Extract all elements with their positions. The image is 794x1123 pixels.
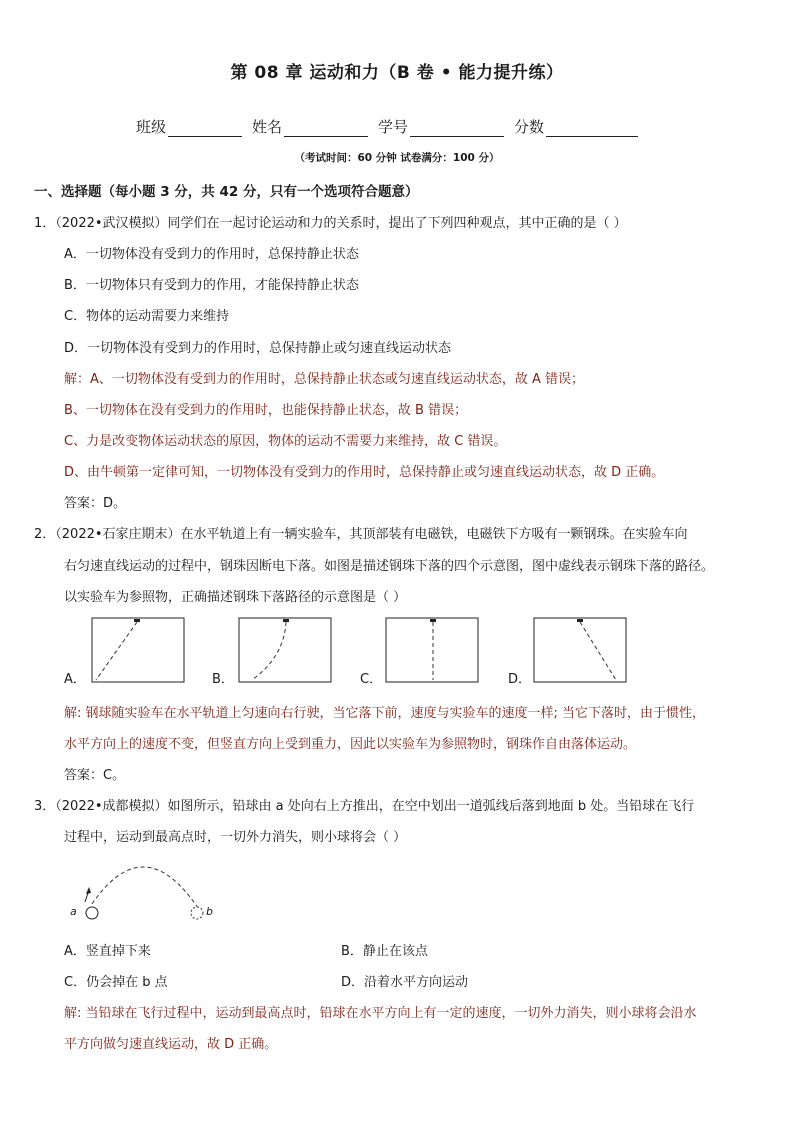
q3-option-d: D．沿着水平方向运动 [341,975,469,990]
q2-figure-a-path [96,622,137,680]
q3-stem-2: 过程中，运动到最高点时，一切外力消失，则小球将会（ ） [64,830,407,845]
q2-figure-c-magnet [430,619,436,622]
q3-solution-2: 平方向做匀速直线运动，故 D 正确。 [64,1037,278,1052]
q2-figure-a-magnet [134,619,140,622]
q1-solution-2: B、一切物体在没有受到力的作用时，也能保持静止状态，故 B 错误； [64,403,468,418]
q2-figure-d-box [534,618,626,682]
q3-option-a: A．竖直掉下来 [64,944,151,959]
name-label: 姓名 [252,118,283,136]
q3-point-b-label: b [206,905,213,918]
id-blank [410,120,504,137]
q2-stem-1: 2．（2022•石家庄期末）在水平轨道上有一辆实验车，其顶部装有电磁铁，电磁铁下方吸有一颗钢珠。在实验车向 [34,527,688,542]
q1-stem: 1．（2022•武汉模拟）同学们在一起讨论运动和力的关系时，提出了下列四种观点，其中正确的是（ ） [34,216,627,231]
q2-stem-3: 以实验车为参照物，正确描述钢珠下落路径的示意图是（ ） [64,590,407,605]
q2-figure-c-box [386,618,478,682]
q3-option-c: C．仍会掉在 b 点 [64,975,168,990]
q2-label-a: A． [64,672,86,687]
q2-label-d: D． [508,672,532,687]
q1-answer: 答案：D。 [64,496,127,511]
q1-option-b: B．一切物体只有受到力的作用，才能保持静止状态 [64,278,359,293]
name-blank [284,120,368,137]
q3-ball-b [191,907,203,919]
score-label: 分数 [514,118,545,136]
q2-figure-b-path [252,622,286,680]
q2-stem-2: 右匀速直线运动的过程中，钢珠因断电下落。如图是描述钢珠下落的四个示意图，图中虚线表示钢珠下落的路径。 [64,559,715,574]
q2-figure-d-path [580,622,616,680]
q3-arc [92,867,198,908]
exam-meta: （考试时间：60 分钟 试卷满分：100 分） [294,152,500,164]
q1-solution-1: 解：A、一切物体没有受到力的作用时，总保持静止状态或匀速直线运动状态，故 A 错误； [64,372,585,387]
class-blank [168,120,242,137]
q1-option-c: C．物体的运动需要力来维持 [64,309,230,324]
q2-figure-a-box [92,618,184,682]
q2-label-c: C． [360,672,383,687]
q1-option-d: D．一切物体没有受到力的作用时，总保持静止或匀速直线运动状态 [64,341,452,356]
q3-point-a-label: a [70,905,77,918]
q2-figure-b-magnet [283,619,289,622]
q3-stem-1: 3．（2022•成都模拟）如图所示，铅球由 a 处向右上方推出，在空中划出一道弧线后落到地面 b 处。当铅球在飞行 [34,799,695,814]
q1-solution-3: C、力是改变物体运动状态的原因，物体的运动不需要力来维持，故 C 错误。 [64,434,507,449]
score-blank [546,120,638,137]
q2-figure-b-box [239,618,331,682]
student-info-row [136,116,648,137]
q3-launch-arrow-head [86,887,91,894]
q1-option-a: A．一切物体没有受到力的作用时，总保持静止状态 [64,247,359,262]
q2-label-b: B． [212,672,234,687]
q2-solution-1: 解: 钢球随实验车在水平轨道上匀速向右行驶，当它落下前，速度与实验车的速度一样; 当它下落时，由于惯性， [64,706,706,721]
q3-solution-1: 解: 当铅球在飞行过程中，运动到最高点时，铅球在水平方向上有一定的速度，一切外力消失，则小球将会沿水 [64,1006,697,1021]
q2-figure-d-magnet [577,619,583,622]
section-heading: 一、选择题（每小题 3 分，共 42 分，只有一个选项符合题意） [34,184,419,200]
q3-ball-a [86,907,98,919]
q2-solution-2: 水平方向上的速度不变，但竖直方向上受到重力，因此以实验车为参照物时，钢珠作自由落体运动。 [64,737,637,752]
q1-solution-4: D、由牛顿第一定律可知，一切物体没有受到力的作用时，总保持静止或匀速直线运动状态，故 D 正确。 [64,465,665,480]
q3-option-b: B．静止在该点 [341,944,428,959]
class-label: 班级 [136,118,167,136]
q2-answer: 答案：C。 [64,768,126,783]
id-label: 学号 [378,118,409,136]
page-title: 第 08 章 运动和力（B 卷 • 能力提升练） [230,63,564,83]
